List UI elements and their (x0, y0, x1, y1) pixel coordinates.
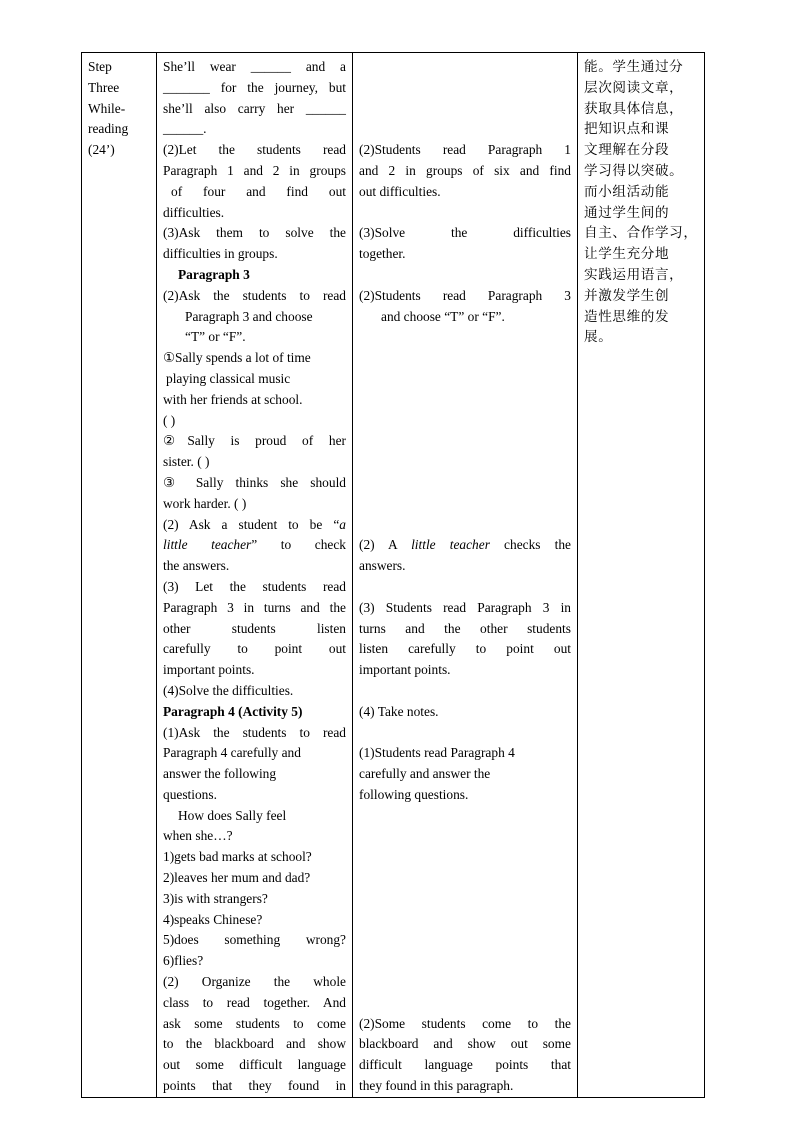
step-line: reading (88, 121, 129, 137)
spacer (359, 327, 571, 348)
purpose-line: 而小组活动能 (584, 183, 670, 200)
text-line: ______. (163, 121, 207, 137)
text-fragment: ” to check (251, 537, 347, 553)
purpose-line: 让学生充分地 (584, 246, 670, 263)
purpose-line: 层次阅读文章， (584, 79, 684, 96)
text-fragment: a (339, 516, 346, 532)
question-line: ( ) (163, 412, 176, 428)
text-line: following questions. (359, 786, 469, 802)
text-line: Paragraph 1 and 2 in groups (163, 162, 346, 178)
text-line: answers. (359, 558, 406, 574)
purpose-line: 展。 (584, 329, 613, 346)
purpose-line: 通过学生间的 (584, 204, 670, 221)
teacher-activity-cell (157, 53, 353, 1098)
spacer (359, 78, 571, 99)
spacer (359, 494, 571, 515)
spacer (359, 265, 571, 286)
text-line: important points. (163, 662, 255, 678)
list-item: 5)does something wrong? (163, 932, 346, 948)
paragraph-4-heading: Paragraph 4 (Activity 5) (163, 703, 303, 719)
text-line: blackboard and show out some (359, 1036, 571, 1052)
spacer (359, 930, 571, 951)
text-line: they found in this paragraph. (359, 1078, 514, 1094)
text-line: _______ for the journey, but (163, 79, 346, 95)
spacer (359, 431, 571, 452)
text-line: important points. (359, 662, 451, 678)
spacer (359, 411, 571, 432)
text-line: (2)Ask the students to read (163, 287, 346, 303)
purpose-line: 并激发学生创 (584, 287, 670, 304)
spacer (359, 910, 571, 931)
spacer (359, 473, 571, 494)
text-line: (2)Some students come to the (359, 1015, 571, 1031)
spacer (359, 681, 571, 702)
text-line: of four and find out (171, 183, 346, 199)
text-line: (4)Solve the difficulties. (163, 682, 294, 698)
spacer (359, 889, 571, 910)
list-item: 1)gets bad marks at school? (163, 849, 312, 865)
text-fragment: checks the (489, 537, 571, 553)
text-line: (2)Students read Paragraph 3 (359, 287, 571, 303)
spacer (359, 806, 571, 827)
spacer (359, 577, 571, 598)
purpose-line: 把知识点和课 (584, 121, 670, 138)
text-line: class to read together. And (163, 994, 346, 1010)
text-line: difficulties. (163, 204, 225, 220)
text-line: difficulties in groups. (163, 246, 278, 262)
spacer (359, 723, 571, 744)
list-item: 4)speaks Chinese? (163, 911, 263, 927)
text-line: together. (359, 246, 406, 262)
purpose-line: 实践运用语言， (584, 266, 684, 283)
text-line: Paragraph 4 carefully and (163, 745, 301, 761)
list-item: 3)is with strangers? (163, 890, 268, 906)
spacer (359, 951, 571, 972)
text-line: (4) Take notes. (359, 703, 439, 719)
text-line: (2) Organize the whole (163, 974, 346, 990)
text-line: difficult language points that (359, 1057, 571, 1073)
text-line: carefully and answer the (359, 766, 491, 782)
text-line: she’ll also carry her ______ (163, 100, 346, 116)
student-activity-cell (353, 53, 578, 1098)
text-line: and 2 in groups of six and find (359, 162, 571, 178)
little-teacher-term: little teacher (411, 537, 490, 553)
paragraph-3-heading: Paragraph 3 (178, 266, 250, 282)
text-line: answer the following (163, 766, 277, 782)
spacer (359, 119, 571, 140)
text-line: out difficulties. (359, 183, 441, 199)
step-line: Three (88, 79, 120, 95)
table-row (82, 53, 705, 1098)
purpose-line: 能。学生通过分 (584, 59, 684, 75)
step-line: (24’) (88, 142, 115, 158)
text-line: other students listen (163, 620, 346, 636)
little-teacher-term: little teacher (163, 537, 252, 553)
text-line: questions. (163, 786, 217, 802)
question-line: with her friends at school. (163, 391, 303, 407)
text-line: (3) Let the students read (163, 578, 346, 594)
spacer (359, 868, 571, 889)
text-line: when she…? (163, 828, 233, 844)
question-line: ③ Sally thinks she should (163, 474, 346, 490)
spacer (359, 972, 571, 993)
text-line: the answers. (163, 558, 230, 574)
text-line: (2)Let the students read (163, 142, 346, 158)
purpose-cell (578, 53, 705, 1098)
spacer (359, 390, 571, 411)
text-fragment: (2) Ask a student to be “ (163, 516, 340, 532)
spacer (359, 826, 571, 847)
question-line: work harder. ( ) (163, 495, 247, 511)
text-line: to the blackboard and show (163, 1036, 346, 1052)
text-line: and choose “T” or “F”. (381, 308, 505, 324)
list-item: 2)leaves her mum and dad? (163, 870, 311, 886)
text-line: “T” or “F”. (185, 329, 246, 345)
list-item: 6)flies? (163, 953, 204, 969)
spacer (359, 452, 571, 473)
text-line: (3)Solve the difficulties (359, 225, 571, 241)
purpose-line: 获取具体信息， (584, 100, 684, 117)
step-line: Step (88, 59, 112, 74)
text-line: How does Sally feel (178, 807, 287, 823)
spacer (359, 515, 571, 536)
spacer (359, 348, 571, 369)
spacer (359, 203, 571, 224)
purpose-line: 文理解在分段 (584, 142, 670, 159)
text-line: (3)Ask them to solve the (163, 225, 346, 241)
question-line: ②Sally is proud of her (163, 433, 346, 449)
purpose-line: 自主、合作学习， (584, 225, 698, 242)
text-line: turns and the other students (359, 620, 571, 636)
text-line (163, 535, 346, 556)
spacer (359, 847, 571, 868)
text-line: carefully to point out (163, 641, 346, 657)
text-line: points that they found in (163, 1078, 346, 1094)
text-line: Paragraph 3 and choose (185, 308, 313, 324)
spacer (359, 99, 571, 120)
question-line: ①Sally spends a lot of time (163, 350, 311, 366)
text-fragment: (2) A (359, 537, 412, 553)
text-line: (2)Students read Paragraph 1 (359, 142, 571, 158)
text-line: She’ll wear ______ and a (163, 59, 346, 74)
spacer (359, 369, 571, 390)
question-line: sister. ( ) (163, 454, 210, 470)
question-line: playing classical music (166, 370, 291, 386)
spacer (359, 993, 571, 1014)
text-line (359, 535, 571, 556)
lesson-plan-table (81, 52, 705, 1098)
text-line: (1)Students read Paragraph 4 (359, 745, 515, 761)
text-line (163, 515, 346, 536)
purpose-line: 造性思维的发 (584, 308, 670, 325)
text-line: ask some students to come (163, 1015, 346, 1031)
purpose-line: 学习得以突破。 (584, 162, 684, 179)
text-line: out some difficult language (163, 1057, 346, 1073)
step-cell (82, 53, 157, 1098)
step-line: While- (88, 100, 126, 116)
spacer (359, 57, 571, 78)
text-line: listen carefully to point out (359, 641, 571, 657)
text-line: Paragraph 3 in turns and the (163, 599, 346, 615)
text-line: (1)Ask the students to read (163, 724, 346, 740)
text-line: (3) Students read Paragraph 3 in (359, 599, 571, 615)
